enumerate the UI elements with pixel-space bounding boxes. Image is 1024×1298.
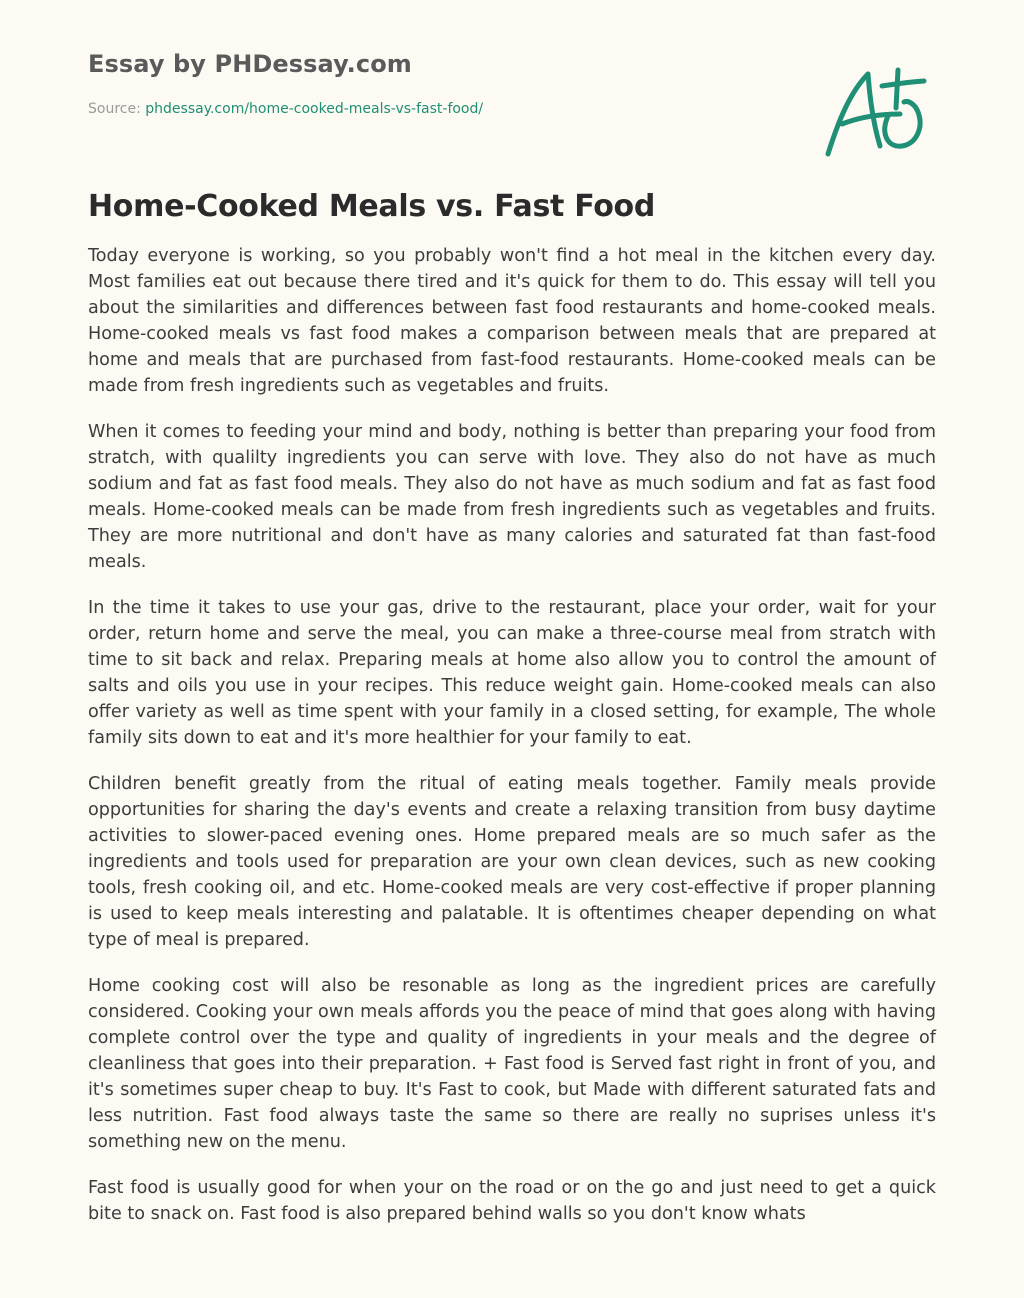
essay-paragraph: In the time it takes to use your gas, drive to the restaurant, place your order, wait for your order, return home and serve the meal, you can make a three-course meal from stratch with time to sit back and relax. Preparing meals at home also allow you to control the amount of salts and oils you use in your recipes. This reduce weight gain. Home-cooked meals can also offer variety as well as time spent with your family in a closed setting, for example, The whole family sits down to eat and it's more healthier for your family to eat. [88, 598, 936, 748]
essay-body [88, 243, 936, 1247]
a-plus-grade-icon [820, 62, 930, 162]
source-link[interactable]: phdessay.com/home-cooked-meals-vs-fast-food/ [145, 101, 484, 117]
essay-paragraph: Fast food is usually good for when your on the road or on the go and just need to get a quick bite to snack on. Fast food is also prepared behind walls so you don't know whats [88, 1178, 936, 1224]
source-label: Source: [88, 101, 146, 117]
source-line [88, 101, 483, 117]
essay-paragraph: When it comes to feeding your mind and body, nothing is better than preparing your food from stratch, with qualilty ingredients you can serve with love. They also do not have as much sodium and fat as fast food meals. They also do not have as much sodium and fat as fast food meals. Home-cooked meals can be made from fresh ingredients such as vegetables and fruits. They are more nutritional and don't have as many calories and saturated fat than fast-food meals. [88, 422, 936, 572]
essay-paragraph: Home cooking cost will also be resonable as long as the ingredient prices are carefully considered. Cooking your own meals affords you the peace of mind that goes along with having complete control over the type and quality of ingredients in your meals and the degree of cleanliness that goes into their preparation. + Fast food is Served fast right in front of you, and it's sometimes super cheap to buy. It's Fast to cook, but Made with different saturated fats and less nutrition. Fast food always taste the same so there are really no suprises unless it's something new on the menu. [88, 976, 936, 1152]
brand-title: Essay by PHDessay.com [88, 50, 412, 78]
essay-paragraph: Today everyone is working, so you probably won't find a hot meal in the kitchen every day. Most families eat out because there tired and it's quick for them to do. This essay will tell you about the similarities and differences between fast food restaurants and home-cooked meals. Home-cooked meals vs fast food makes a comparison between meals that are prepared at home and meals that are purchased from fast-food restaurants. Home-cooked meals can be made from fresh ingredients such as vegetables and fruits. [88, 246, 936, 396]
essay-paragraph: Children benefit greatly from the ritual of eating meals together. Family meals provide opportunities for sharing the day's events and create a relaxing transition from busy daytime activities to slower-paced evening ones. Home prepared meals are so much safer as the ingredients and tools used for preparation are your own clean devices, such as new cooking tools, fresh cooking oil, and etc. Home-cooked meals are very cost-effective if proper planning is used to keep meals interesting and palatable. It is oftentimes cheaper depending on what type of meal is prepared. [88, 774, 936, 950]
essay-title: Home-Cooked Meals vs. Fast Food [88, 189, 655, 224]
site-header [88, 50, 412, 78]
